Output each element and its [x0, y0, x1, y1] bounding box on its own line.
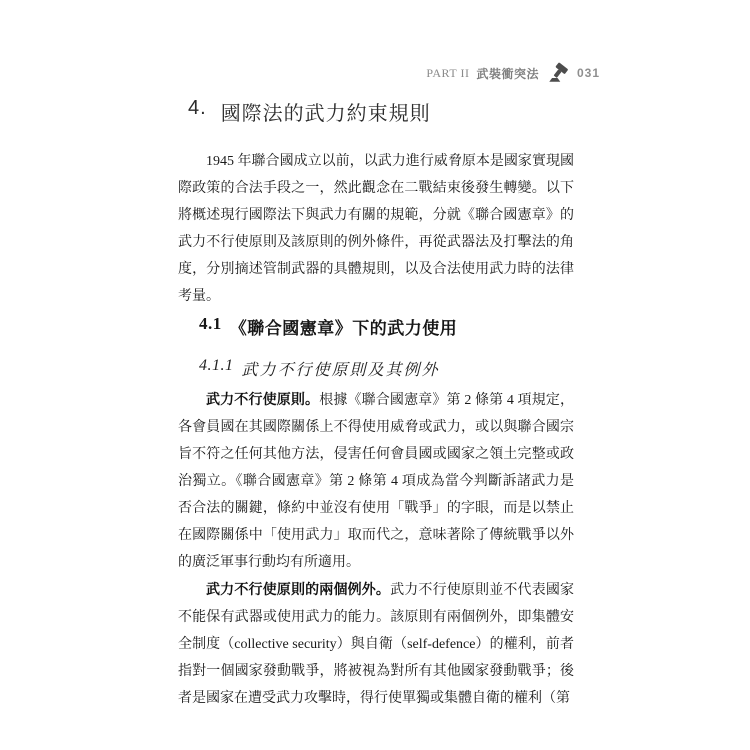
intro-paragraph-block [178, 148, 574, 310]
paragraph-1: 1945 年聯合國成立以前，以武力進行威脅原本是國家實現國際政策的合法手段之一，然此觀念在二戰結束後發生轉變。以下將概述現行國際法下與武力有關的規範，分就《聯合國憲章》的武力不行使原則及該原則的例外條件，再從武器法及打擊法的角度，分別摘述管制武器的具體規則，以及合法使用武力時的法律考量。 [178, 154, 574, 304]
paragraph-3-lead: 武力不行使原則的兩個例外。 [206, 581, 391, 597]
section-4-1-1-heading [199, 357, 440, 380]
section-4-1-number: 4.1 [199, 314, 222, 333]
section-4-1-1-number: 4.1.1 [199, 357, 234, 374]
paragraph-2-body: 根據《聯合國憲章》第 2 條第 4 項規定，各會員國在其國際關係上不得使用威脅或武力，或以與聯合國宗旨不符之任何其他方法，侵害任何會員國或國家之領土完整或政治獨立。《聯合國憲章》第 2 條第 4 項成為當今判斷訴諸武力是否合法的關鍵，條約中並沒有使用「戰爭」的字眼，而是以禁止在國際關係中「使用武力」取而代之，意味著除了傳統戰爭以外的廣泛軍事行動均有所適用。 [178, 393, 575, 570]
chapter-title-text: 國際法的武力約束規則 [220, 103, 431, 125]
section-4-1-heading [199, 314, 457, 339]
header-section-title: 武裝衝突法 [476, 66, 539, 81]
chapter-title [188, 97, 431, 126]
paragraph-3 [178, 576, 574, 712]
paragraph-2 [178, 386, 574, 576]
part-label: PART II [426, 65, 470, 80]
gavel-icon [546, 62, 570, 84]
section-body-block [178, 386, 574, 712]
paragraph-2-lead: 武力不行使原則。 [206, 391, 320, 407]
running-header [426, 62, 600, 84]
chapter-number: 4. [188, 97, 207, 119]
section-4-1-1-title: 武力不行使原則及其例外 [241, 362, 440, 379]
section-4-1-title: 《聯合國憲章》下的武力使用 [229, 319, 458, 338]
paragraph-3-body: 武力不行使原則並不代表國家不能保有武器或使用武力的能力。該原則有兩個例外，即集體安全制度（collective security）與自衛（self-defence）的權利，前者指對一個國家發動戰爭，將被視為對所有其他國家發動戰爭；後者是國家在遭受武力攻擊時，得行使單獨或集體自衛的權利（第 [178, 583, 575, 706]
page-number: 031 [576, 66, 600, 80]
